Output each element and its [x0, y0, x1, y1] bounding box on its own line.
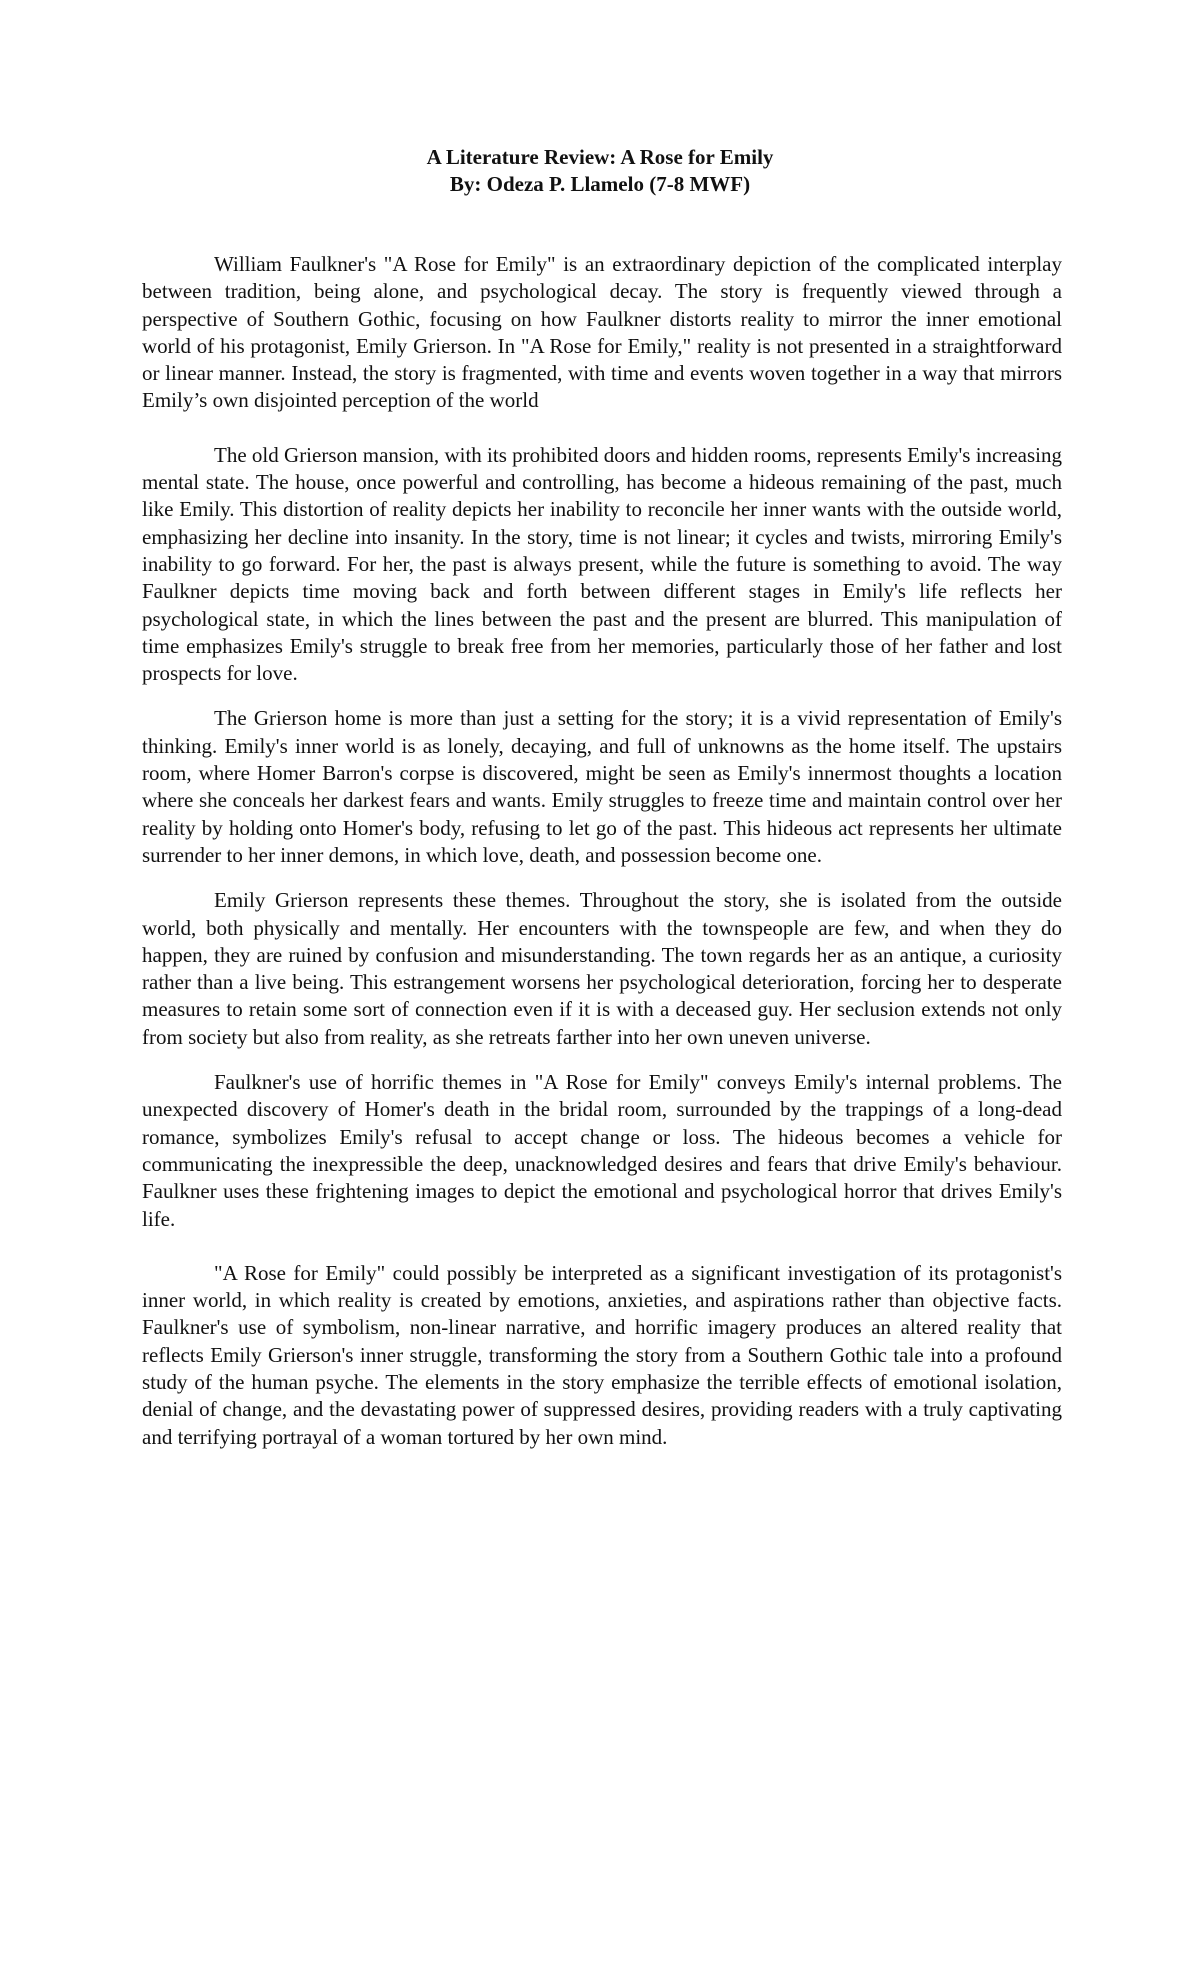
paragraph-2: The old Grierson mansion, with its prohibited doors and hidden rooms, represents Emily's increasing mental state. The house, once powerful and controlling, has become a hideous remaining of the past, much like Emily. This distortion of reality depicts her inability to reconcile her inner wants with the outside world, emphasizing her decline into insanity. In the story, time is not linear; it cycles and twists, mirroring Emily's inability to go forward. For her, the past is always present, while the future is something to avoid. The way Faulkner depicts time moving back and forth between different stages in Emily's life reflects her psychological state, in which the lines between the past and the present are blurred. This manipulation of time emphasizes Emily's struggle to break free from her memories, particularly those of her father and lost prospects for love. — [142, 442, 1062, 686]
paragraph-4: Emily Grierson represents these themes. Throughout the story, she is isolated from the outside world, both physically and mentally. Her encounters with the townspeople are few, and when they do happen, they are ruined by confusion and misunderstanding. The town regards her as an antique, a curiosity rather than a live being. This estrangement worsens her psychological deterioration, forcing her to desperate measures to retain some sort of connection even if it is with a deceased guy. Her seclusion extends not only from society but also from reality, as she retreats farther into her own uneven universe. — [142, 888, 1062, 1049]
title-block — [0, 144, 1200, 198]
document-body — [142, 251, 1062, 1469]
document-title: A Literature Review: A Rose for Emily — [426, 145, 774, 169]
paragraph-5: Faulkner's use of horrific themes in "A Rose for Emily" conveys Emily's internal problems. The unexpected discovery of Homer's death in the bridal room, surrounded by the trappings of a long-dead romance, symbolizes Emily's refusal to accept change or loss. The hideous becomes a vehicle for communicating the inexpressible the deep, unacknowledged desires and fears that drive Emily's behaviour. Faulkner uses these frightening images to depict the emotional and psychological horror that drives Emily's life. — [142, 1070, 1062, 1231]
paragraph-1: William Faulkner's "A Rose for Emily" is an extraordinary depiction of the complicated interplay between tradition, being alone, and psychological decay. The story is frequently viewed through a perspective of Southern Gothic, focusing on how Faulkner distorts reality to mirror the inner emotional world of his protagonist, Emily Grierson. In "A Rose for Emily," reality is not presented in a straightforward or linear manner. Instead, the story is fragmented, with time and events woven together in a way that mirrors Emily’s own disjointed perception of the world — [142, 252, 1062, 413]
paragraph-6: "A Rose for Emily" could possibly be interpreted as a significant investigation of its protagonist's inner world, in which reality is created by emotions, anxieties, and aspirations rather than objective facts. Faulkner's use of symbolism, non-linear narrative, and horrific imagery produces an altered reality that reflects Emily Grierson's inner struggle, transforming the story from a Southern Gothic tale into a profound study of the human psyche. The elements in the story emphasize the terrible effects of emotional isolation, denial of change, and the devastating power of suppressed desires, providing readers with a truly captivating and terrifying portrayal of a woman tortured by her own mind. — [142, 1260, 1062, 1449]
paragraph-3: The Grierson home is more than just a setting for the story; it is a vivid representation of Emily's thinking. Emily's inner world is as lonely, decaying, and full of unknowns as the home itself. The upstairs room, where Homer Barron's corpse is discovered, might be seen as Emily's innermost thoughts a location where she conceals her darkest fears and wants. Emily struggles to freeze time and maintain control over her reality by holding onto Homer's body, refusing to let go of the past. This hideous act represents her ultimate surrender to her inner demons, in which love, death, and possession become one. — [142, 706, 1062, 867]
document-byline: By: Odeza P. Llamelo (7-8 MWF) — [449, 172, 751, 196]
